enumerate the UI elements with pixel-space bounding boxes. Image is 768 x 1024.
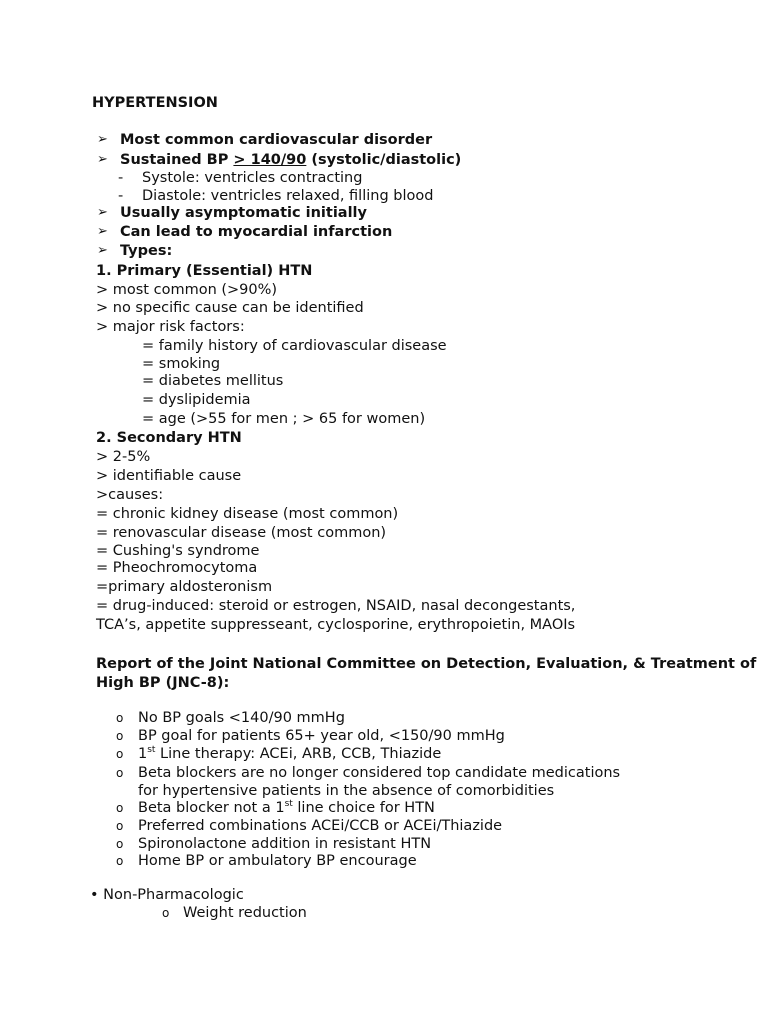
circle-bullet-icon: o (162, 906, 170, 920)
jnc-item: Home BP or ambulatory BP encourage (138, 853, 417, 869)
bullet-text: Types: (120, 243, 173, 259)
risk-factor: = age (>55 for men ; > 65 for women) (142, 411, 426, 427)
list-item: > major risk factors: (96, 319, 245, 335)
dash-marker: - (118, 188, 124, 204)
cause-item: TCA’s, appetite suppresseant, cyclosporine, erythropoietin, MAOIs (96, 617, 576, 633)
jnc-item: Beta blockers are no longer considered top candidate medications (138, 765, 621, 781)
bullet-text: Sustained BP > 140/90 (systolic/diastolic) (120, 152, 462, 168)
jnc-item-continuation: for hypertensive patients in the absence of comorbidities (138, 783, 555, 799)
risk-factor: = diabetes mellitus (142, 373, 284, 389)
cause-item: = drug-induced: steroid or estrogen, NSAID, nasal decongestants, (96, 598, 576, 614)
cause-item: =primary aldosteronism (96, 579, 273, 595)
jnc-item: No BP goals <140/90 mmHg (138, 710, 345, 726)
jnc-item: Beta blocker not a 1st line choice for HTN (138, 799, 435, 816)
cause-item: = Cushing's syndrome (96, 543, 260, 559)
list-item: >causes: (96, 487, 164, 503)
section-heading: • Non-Pharmacologic (90, 887, 244, 903)
page-title: HYPERTENSION (92, 95, 218, 111)
bullet-text: Usually asymptomatic initially (120, 205, 367, 221)
risk-factor: = dyslipidemia (142, 392, 251, 408)
arrow-bullet-icon: ➢ (97, 132, 108, 147)
jnc-item: Spironolactone addition in resistant HTN (138, 836, 432, 852)
circle-bullet-icon: o (116, 766, 124, 780)
section-heading: 1. Primary (Essential) HTN (96, 263, 313, 279)
cause-item: = renovascular disease (most common) (96, 525, 387, 541)
risk-factor: = smoking (142, 356, 221, 372)
nonpharm-item: Weight reduction (183, 905, 307, 921)
bullet-text: Most common cardiovascular disorder (120, 132, 433, 148)
circle-bullet-icon: o (116, 711, 124, 725)
risk-factor: = family history of cardiovascular disease (142, 338, 447, 354)
section-heading: High BP (JNC-8): (96, 675, 230, 691)
list-item: > no specific cause can be identified (96, 300, 364, 316)
arrow-bullet-icon: ➢ (97, 205, 108, 220)
sub-item: Diastole: ventricles relaxed, filling blood (142, 188, 434, 204)
jnc-item: 1st Line therapy: ACEi, ARB, CCB, Thiazide (138, 745, 442, 762)
list-item: > identifiable cause (96, 468, 242, 484)
cause-item: = Pheochromocytoma (96, 560, 258, 576)
list-item: > 2-5% (96, 449, 151, 465)
sub-item: Systole: ventricles contracting (142, 170, 363, 186)
arrow-bullet-icon: ➢ (97, 243, 108, 258)
circle-bullet-icon: o (116, 747, 124, 761)
cause-item: = chronic kidney disease (most common) (96, 506, 399, 522)
arrow-bullet-icon: ➢ (97, 224, 108, 239)
bullet-text: Can lead to myocardial infarction (120, 224, 393, 240)
circle-bullet-icon: o (116, 729, 124, 743)
circle-bullet-icon: o (116, 837, 124, 851)
jnc-item: Preferred combinations ACEi/CCB or ACEi/Thiazide (138, 818, 503, 834)
circle-bullet-icon: o (116, 801, 124, 815)
dash-marker: - (118, 170, 124, 186)
circle-bullet-icon: o (116, 819, 124, 833)
arrow-bullet-icon: ➢ (97, 152, 108, 167)
section-heading: Report of the Joint National Committee on Detection, Evaluation, & Treatment of (96, 656, 757, 672)
section-heading: 2. Secondary HTN (96, 430, 242, 446)
list-item: > most common (>90%) (96, 282, 278, 298)
circle-bullet-icon: o (116, 854, 124, 868)
jnc-item: BP goal for patients 65+ year old, <150/90 mmHg (138, 728, 505, 744)
